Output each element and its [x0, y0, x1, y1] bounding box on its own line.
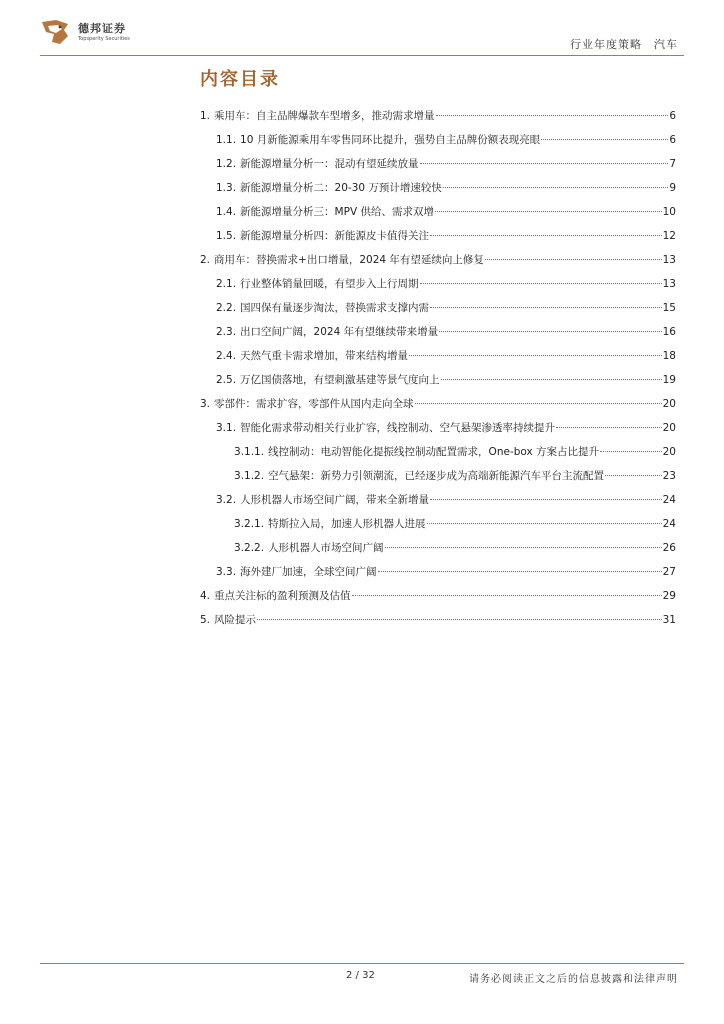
toc-entry-number: 2.2.	[216, 302, 237, 314]
dragon-logo-icon	[38, 14, 74, 50]
toc-entry-number: 1.5.	[216, 230, 237, 242]
toc-leader-dots	[378, 571, 662, 572]
toc-entry-number: 3.2.	[216, 494, 237, 506]
toc-entry-page: 7	[669, 158, 676, 170]
toc-entry-text: 国四保有量逐步淘汰，替换需求支撑内需	[240, 302, 430, 314]
toc-entry[interactable]	[216, 132, 676, 148]
toc-entry-text: 零部件：需求扩容，零部件从国内走向全球	[214, 398, 414, 410]
toc-entry-number: 4.	[200, 590, 211, 602]
page-number: 2 / 32	[346, 970, 375, 981]
toc-entry[interactable]	[216, 228, 676, 244]
toc-entry[interactable]	[200, 252, 676, 268]
toc-entry-number: 3.2.1.	[234, 518, 265, 530]
toc-entry-page: 20	[662, 422, 676, 434]
report-category: 行业年度策略 汽车	[570, 38, 678, 51]
toc-entry-page: 18	[662, 350, 676, 362]
toc-entry[interactable]	[200, 588, 676, 604]
toc-entry-number: 2.1.	[216, 278, 237, 290]
toc-entry-text: 人形机器人市场空间广阔	[268, 542, 384, 554]
toc-entry-number: 1.3.	[216, 182, 237, 194]
toc-leader-dots	[420, 283, 662, 284]
toc-entry[interactable]	[216, 204, 676, 220]
toc-entry-text: 特斯拉入局，加速人形机器人进展	[268, 518, 426, 530]
company-logo	[38, 14, 130, 50]
toc-entry[interactable]	[216, 324, 676, 340]
toc-entry-page: 27	[662, 566, 676, 578]
toc-leader-dots	[385, 547, 662, 548]
toc-entry-text: 新能源增量分析一：混动有望延续放量	[240, 158, 419, 170]
logo-english-name: Topsperity Securities	[78, 35, 130, 42]
toc-entry[interactable]	[200, 396, 676, 412]
toc-entry[interactable]	[216, 420, 676, 436]
toc-entry[interactable]	[234, 516, 676, 532]
toc-entry-number: 2.3.	[216, 326, 237, 338]
toc-entry-number: 2.5.	[216, 374, 237, 386]
toc-entry-page: 10	[662, 206, 676, 218]
toc-entry-number: 1.1.	[216, 134, 237, 146]
toc-entry-number: 1.2.	[216, 158, 237, 170]
toc-leader-dots	[441, 379, 662, 380]
toc-leader-dots	[420, 163, 669, 164]
toc-entry-number: 1.	[200, 110, 211, 122]
toc-entry-text: 海外建厂加速，全球空间广阔	[240, 566, 377, 578]
toc-entry[interactable]	[216, 492, 676, 508]
toc-entry-page: 16	[662, 326, 676, 338]
toc-leader-dots	[352, 595, 662, 596]
toc-entry-text: 新能源增量分析二：20-30 万预计增速较快	[240, 182, 442, 194]
toc-entry-text: 线控制动：电动智能化提振线控制动配置需求，One-box 方案占比提升	[268, 446, 600, 458]
toc-entry[interactable]	[216, 156, 676, 172]
toc-entry[interactable]	[200, 108, 676, 124]
logo-chinese-name: 德邦证券	[78, 21, 126, 35]
toc-leader-dots	[600, 451, 662, 452]
footer-divider	[40, 963, 684, 964]
toc-entry-number: 2.4.	[216, 350, 237, 362]
toc-entry-page: 6	[669, 134, 676, 146]
toc-entry-page: 24	[662, 494, 676, 506]
header-divider	[40, 55, 684, 56]
toc-entry[interactable]	[200, 612, 676, 628]
toc-entry-page: 29	[662, 590, 676, 602]
toc-entry-text: 行业整体销量回暖，有望步入上行周期	[240, 278, 419, 290]
toc-leader-dots	[436, 115, 669, 116]
toc-entry-page: 23	[662, 470, 676, 482]
toc-entry-number: 3.2.2.	[234, 542, 265, 554]
toc-entry[interactable]	[234, 468, 676, 484]
toc-entry-text: 风险提示	[214, 614, 257, 626]
toc-entry-page: 24	[662, 518, 676, 530]
toc-entry-text: 商用车：替换需求+出口增量，2024 年有望延续向上修复	[214, 254, 484, 266]
toc-entry-text: 人形机器人市场空间广阔，带来全新增量	[240, 494, 430, 506]
toc-entry-number: 1.4.	[216, 206, 237, 218]
toc-entry-text: 万亿国债落地，有望刺激基建等景气度向上	[240, 374, 440, 386]
toc-leader-dots	[605, 475, 662, 476]
toc-entry-text: 天然气重卡需求增加，带来结构增量	[240, 350, 409, 362]
toc-entry-number: 3.	[200, 398, 211, 410]
toc-entry-page: 19	[662, 374, 676, 386]
toc-title: 内容目录	[200, 69, 280, 90]
toc-entry-page: 13	[662, 254, 676, 266]
toc-leader-dots	[409, 355, 662, 356]
toc-leader-dots	[485, 259, 662, 260]
toc-entry[interactable]	[216, 372, 676, 388]
toc-entry-number: 3.1.	[216, 422, 237, 434]
toc-leader-dots	[443, 187, 668, 188]
toc-entry-text: 重点关注标的盈利预测及估值	[214, 590, 351, 602]
toc-leader-dots	[427, 523, 662, 524]
toc-entry[interactable]	[216, 300, 676, 316]
toc-entry-page: 31	[662, 614, 676, 626]
toc-entry-number: 3.1.1.	[234, 446, 265, 458]
toc-entry-text: 出口空间广阔，2024 年有望继续带来增量	[240, 326, 439, 338]
toc-leader-dots	[430, 235, 662, 236]
toc-entry-text: 空气悬架：新势力引领潮流，已经逐步成为高端新能源汽车平台主流配置	[268, 470, 605, 482]
toc-entry-text: 智能化需求带动相关行业扩容，线控制动、空气悬架渗透率持续提升	[240, 422, 556, 434]
toc-leader-dots	[556, 427, 662, 428]
toc-entry-page: 12	[662, 230, 676, 242]
toc-entry-page: 6	[669, 110, 676, 122]
toc-leader-dots	[435, 211, 662, 212]
toc-entry[interactable]	[234, 540, 676, 556]
toc-entry[interactable]	[216, 348, 676, 364]
toc-entry-number: 3.3.	[216, 566, 237, 578]
toc-entry-text: 新能源增量分析三：MPV 供给、需求双增	[240, 206, 434, 218]
toc-entry-text: 乘用车：自主品牌爆款车型增多，推动需求增量	[214, 110, 435, 122]
toc-entry-page: 13	[662, 278, 676, 290]
toc-entry[interactable]	[216, 276, 676, 292]
toc-entry[interactable]	[216, 564, 676, 580]
toc-entry-text: 10 月新能源乘用车零售同环比提升，强势自主品牌份额表现亮眼	[240, 134, 541, 146]
toc-leader-dots	[439, 331, 662, 332]
toc-leader-dots	[430, 499, 662, 500]
toc-entry-page: 20	[662, 446, 676, 458]
toc-entry-number: 5.	[200, 614, 211, 626]
toc-entry-page: 15	[662, 302, 676, 314]
legal-disclaimer: 请务必阅读正文之后的信息披露和法律声明	[469, 974, 678, 985]
toc-entry-text: 新能源增量分析四：新能源皮卡值得关注	[240, 230, 430, 242]
toc-entry-number: 2.	[200, 254, 211, 266]
toc-leader-dots	[257, 619, 662, 620]
toc-entry-page: 26	[662, 542, 676, 554]
toc-entry[interactable]	[216, 180, 676, 196]
toc-entry-page: 9	[669, 182, 676, 194]
toc-entry-number: 3.1.2.	[234, 470, 265, 482]
toc-entry[interactable]	[234, 444, 676, 460]
toc-entry-page: 20	[662, 398, 676, 410]
toc-leader-dots	[541, 139, 668, 140]
toc-leader-dots	[430, 307, 662, 308]
toc-leader-dots	[415, 403, 662, 404]
